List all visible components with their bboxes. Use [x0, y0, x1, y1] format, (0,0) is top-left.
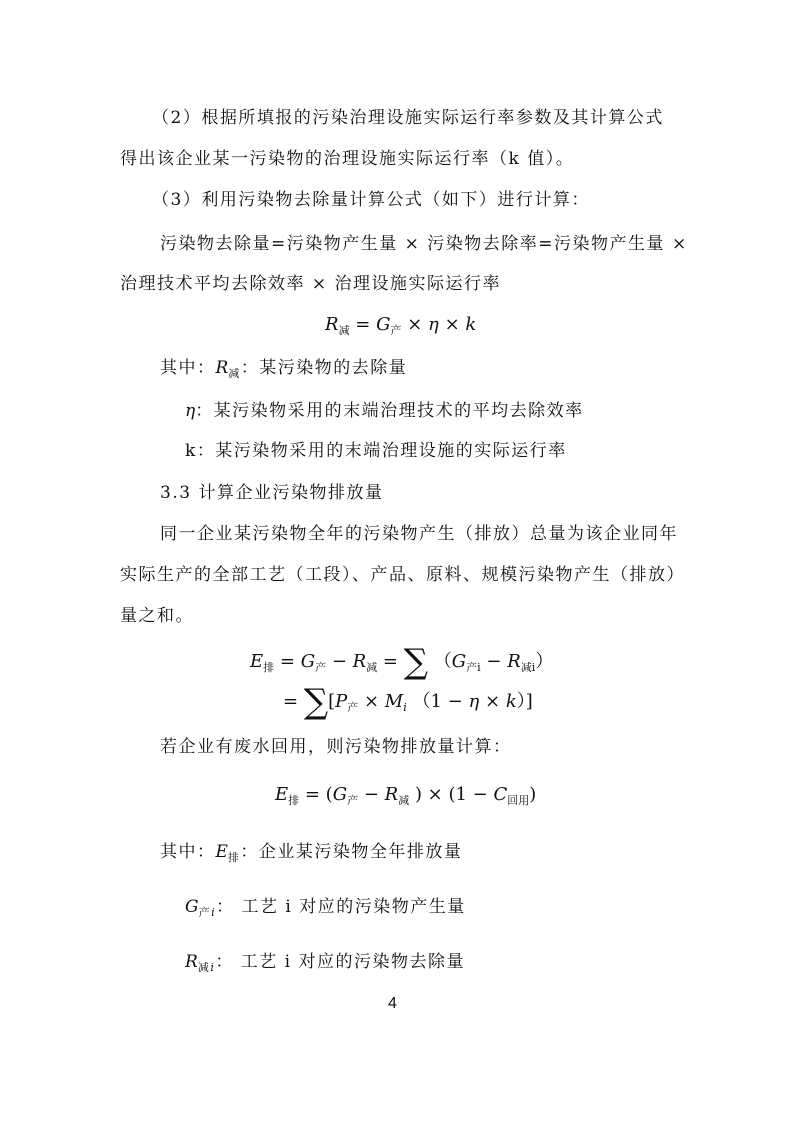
- paragraph-2-line-2: 得出该企业某一污染物的治理设施实际运行率（k 值）。: [120, 149, 575, 169]
- r-definition: $R_{减i}$： 工艺 i 对应的污染物去除量: [185, 952, 465, 974]
- section-para-line-2: 实际生产的全部工艺（工段）、产品、原料、规模污染物产生（排放）: [120, 565, 685, 585]
- where-r-line: 其中：$R_减$：某污染物的去除量: [160, 358, 408, 380]
- equation-reuse: $E_排 = (G_产 - R_减$ ) × $(1 - C_{回用})$: [275, 784, 537, 807]
- formula-text-line-2: 治理技术平均去除效率 × 治理设施实际运行率: [120, 274, 502, 294]
- k-definition: k：某污染物采用的末端治理设施的实际运行率: [185, 441, 567, 461]
- section-title: 3.3 计算企业污染物排放量: [160, 483, 384, 503]
- where-e-line: 其中：$E_排$：企业某污染物全年排放量: [160, 842, 463, 864]
- section-para-line-3: 量之和。: [120, 606, 194, 626]
- paragraph-2-line-1: （2）根据所填报的污染治理设施实际运行率参数及其计算公式: [152, 108, 664, 128]
- equation-emission-2: = $\sum[P_产 \times M_i$ （1 − η × k）]: [283, 682, 533, 722]
- formula-text-line-1: 污染物去除量=污染物产生量 × 污染物去除率=污染物产生量 ×: [160, 234, 688, 254]
- equation-emission-1: $E_排 = G_产 - R_减$ = ∑ $(G_{产i} - R_{减i})$: [250, 642, 554, 682]
- g-definition: $G_{产i}$： 工艺 i 对应的污染物产生量: [185, 897, 466, 919]
- page-number: 4: [388, 995, 397, 1012]
- section-para-line-1: 同一企业某污染物全年的污染物产生（排放）总量为该企业同年: [160, 524, 678, 544]
- paragraph-3: （3）利用污染物去除量计算公式（如下）进行计算：: [152, 190, 590, 210]
- eta-definition: η：某污染物采用的末端治理技术的平均去除效率: [185, 401, 584, 421]
- reuse-intro: 若企业有废水回用，则污染物排放量计算：: [160, 737, 512, 757]
- equation-removal: $R_减 = G_产 \times \eta \times k$: [325, 314, 477, 337]
